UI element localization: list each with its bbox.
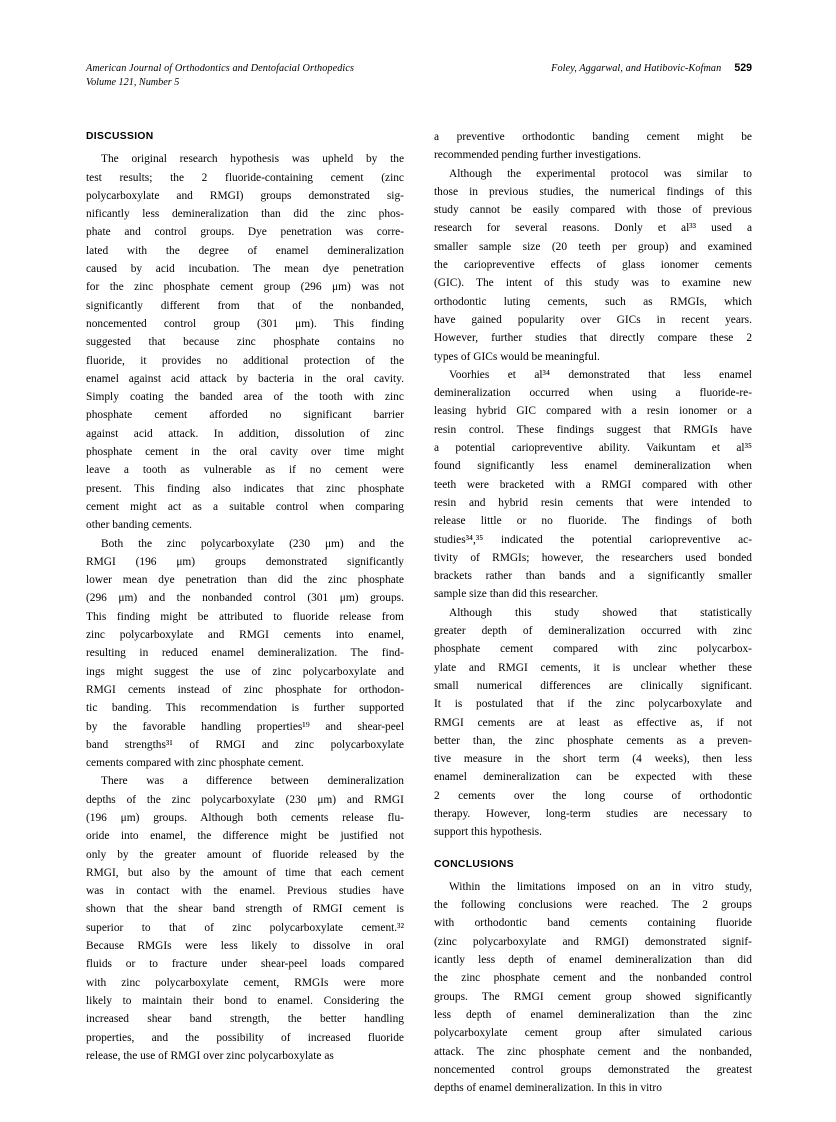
text-line: small numerical differences are clinically significant. xyxy=(434,679,753,692)
text-line: greater depth of demineralization occurred with zinc xyxy=(434,625,752,638)
text-line: shown that the shear band strength of RMGI cement is xyxy=(86,903,404,916)
text-line: oride into enamel, the difference might be justified not xyxy=(86,830,404,843)
text-line: increased shear band strength, the better handling xyxy=(86,1013,404,1026)
text-line: test results; the 2 fluoride-containing cement (zinc xyxy=(86,171,404,184)
text-line: recommended pending further investigations. xyxy=(434,149,641,162)
text-line: studies³⁴,³⁵ indicated the potential cariopreventive ac- xyxy=(434,533,752,546)
text-line: for the zinc phosphate cement group (296 μm) was not xyxy=(86,281,405,294)
text-line: (196 μm) groups. Although both cements release flu- xyxy=(86,811,404,824)
section-heading-discussion: DISCUSSION xyxy=(86,131,154,142)
page-number: 529 xyxy=(734,62,752,74)
right-column-paragraphs-after-heading xyxy=(434,878,752,1098)
text-line: (296 μm) and the nonbanded control (301 μm) groups. xyxy=(86,592,404,605)
text-line: depths of the zinc polycarboxylate (230 μm) and RMGI xyxy=(86,793,404,806)
text-line: the zinc phosphate cement and the nonbanded control xyxy=(434,972,753,985)
text-line: significantly different from that of the nonbanded, xyxy=(86,299,404,312)
text-line: nificantly less demineralization than did the zinc phos- xyxy=(86,208,404,221)
text-line: lated with the degree of enamel demineralization xyxy=(86,244,404,257)
text-line: depths of enamel demineralization. In this in vitro xyxy=(434,1082,662,1095)
text-line: the cariopreventive effects of glass ionomer cements xyxy=(434,259,752,272)
text-line: fluoride, it provides no additional protection of the xyxy=(86,354,405,367)
text-line: caused by acid incubation. The mean dye penetration xyxy=(86,263,404,276)
text-line: the following conclusions were reached. The 2 groups xyxy=(434,899,752,912)
text-line: better than, the zinc phosphate cements as a preven- xyxy=(434,734,752,747)
text-line: RMGI, but also by the amount of time that each cement xyxy=(86,866,404,879)
text-line: those in previous studies, the numerical findings of this xyxy=(434,185,752,198)
text-line: tive measure in the short term (4 weeks), then less xyxy=(434,753,753,766)
paragraph xyxy=(86,772,404,1065)
text-line: a preventive orthodontic banding cement might be xyxy=(434,131,752,143)
text-line: sample size than did this researcher. xyxy=(434,588,598,601)
text-line: enamel demineralization can be expected with these xyxy=(434,771,752,784)
paragraph xyxy=(434,128,752,165)
right-column-paragraphs-before-heading xyxy=(434,128,752,842)
journal-title: American Journal of Orthodontics and Dentofacial Orthopedics xyxy=(86,63,355,74)
text-line: groups. The RMGI cement group showed significantly xyxy=(434,990,752,1003)
right-column xyxy=(434,128,752,1097)
text-line: The original research hypothesis was upheld by the xyxy=(101,153,405,166)
text-line: It is postulated that if the zinc polycarboxylate and xyxy=(434,698,752,711)
text-line: enamel against acid attack by bacteria in the oral cavity. xyxy=(86,372,404,385)
text-line: teeth were bracketed with a RMGI compared with other xyxy=(434,478,752,491)
text-line: polycarboxylate cement group after simulated carious xyxy=(434,1027,752,1040)
text-line: Both the zinc polycarboxylate (230 μm) and the xyxy=(101,537,404,550)
text-line: Because RMGIs were less likely to dissolve in oral xyxy=(86,940,405,953)
text-line: ylate and RMGI cements, it is unclear whether these xyxy=(434,661,752,674)
text-line: (GIC). The intent of this study was to examine new xyxy=(434,277,752,290)
running-head xyxy=(86,62,752,96)
text-line: (zinc polycarboxylate and RMGI) demonstrated signif- xyxy=(434,935,752,948)
text-line: was in contact with the enamel. Previous studies have xyxy=(86,885,404,898)
text-line: study cannot be easily compared with those of previous xyxy=(434,204,752,217)
text-line: by the favorable handling properties¹⁹ and shear-peel xyxy=(86,720,405,733)
paragraph xyxy=(434,366,752,604)
text-line: phate and control groups. Dye penetration was corre- xyxy=(86,226,404,239)
text-line: only by the greater amount of fluoride released by the xyxy=(86,848,404,861)
text-line: a potential cariopreventive ability. Vaikuntam et al³⁵ xyxy=(434,442,752,455)
text-line: likely to maintain their bond to enamel. Considering the xyxy=(86,994,404,1007)
running-head-top-row xyxy=(86,62,752,74)
text-line: RMGI (196 μm) groups demonstrated significantly xyxy=(86,555,404,568)
text-line: fluids or to fracture under shear-peel loads compared xyxy=(86,958,405,971)
text-line: less depth of enamel demineralization than the zinc xyxy=(434,1008,752,1021)
text-line: resin control. These findings suggest that RMGIs have xyxy=(434,423,752,436)
text-line: found significantly less enamel demineralization when xyxy=(434,460,752,473)
text-line: lower mean dye penetration than did the zinc phosphate xyxy=(86,574,404,587)
text-line: release little or no fluoride. The findings of both xyxy=(434,515,752,528)
paragraph xyxy=(434,604,752,842)
text-line: suggested that because zinc phosphate contains no xyxy=(86,336,404,349)
left-column xyxy=(86,128,404,1065)
text-line: phosphate cement in the oral cavity over time might xyxy=(86,446,404,459)
body-columns xyxy=(86,128,753,1095)
text-line: research for several reasons. Donly et al³³ used a xyxy=(434,222,752,235)
text-line: There was a difference between demineralization xyxy=(101,775,404,788)
text-line: present. This finding also indicates that zinc phosphate xyxy=(86,482,404,495)
text-line: icantly less depth of enamel demineralization than did xyxy=(434,954,752,967)
text-line: leasing hybrid GIC compared with a resin ionomer or a xyxy=(434,405,752,418)
text-line: zinc polycarboxylate and RMGI cements into enamel, xyxy=(86,629,404,642)
author-list: Foley, Aggarwal, and Hatibovic-Kofman xyxy=(551,63,722,74)
text-line: orthodontic luting cements, such as RMGIs, which xyxy=(434,295,752,308)
paragraph xyxy=(434,165,752,366)
text-line: RMGI cements instead of zinc phosphate for orthodon- xyxy=(86,683,404,696)
text-line: resin and hybrid resin cements that were intended to xyxy=(434,496,752,509)
text-line: types of GICs would be meaningful. xyxy=(434,350,600,363)
text-line: other banding cements. xyxy=(86,519,192,532)
text-line: with zinc polycarboxylate cement, RMGIs were more xyxy=(86,976,404,989)
text-line: noncemented control groups demonstrated the greatest xyxy=(434,1063,753,1076)
text-line: Simply coating the banded area of the tooth with zinc xyxy=(86,391,404,404)
text-line: band strengths³¹ of RMGI and zinc polycarboxylate xyxy=(86,738,404,751)
text-line: However, further studies that directly compare these 2 xyxy=(434,332,753,345)
text-line: attack. The zinc phosphate cement and the nonbanded, xyxy=(434,1045,752,1058)
text-line: tivity of RMGIs; however, the researchers used bonded xyxy=(434,551,752,564)
text-line: 2 cements over the long course of orthodontic xyxy=(434,789,752,802)
text-line: therapy. However, long-term studies are necessary to xyxy=(434,807,752,820)
text-line: This finding might be attributed to fluoride release from xyxy=(86,610,404,623)
text-line: noncemented control group (301 μm). This finding xyxy=(86,317,404,330)
text-line: resulting in reduced enamel demineralization. The find- xyxy=(86,647,404,660)
text-line: Although the experimental protocol was similar to xyxy=(449,167,753,180)
text-line: superior to that of zinc polycarboxylate cement.³² xyxy=(86,921,404,934)
text-line: properties, and the possibility of increased fluoride xyxy=(86,1031,404,1044)
text-line: support this hypothesis. xyxy=(434,826,542,839)
running-head-right xyxy=(551,62,752,74)
paragraph xyxy=(86,535,404,773)
text-line: cements compared with zinc phosphate cement. xyxy=(86,757,304,770)
left-column-paragraphs xyxy=(86,150,404,1065)
text-line: phosphate cement afforded no significant barrier xyxy=(86,409,404,422)
text-line: polycarboxylate and RMGI) groups demonstrated sig- xyxy=(86,189,404,202)
paragraph xyxy=(86,150,404,534)
section-heading-conclusions: CONCLUSIONS xyxy=(434,858,514,870)
text-line: phosphate cement compared with zinc polycarbox- xyxy=(434,643,752,656)
text-line: ings might suggest the use of zinc polycarboxylate and xyxy=(86,665,404,678)
text-line: with orthodontic band cements containing fluoride xyxy=(434,917,752,930)
text-line: against acid attack. In addition, dissolution of zinc xyxy=(86,427,404,440)
volume-issue: Volume 121, Number 5 xyxy=(86,76,180,88)
text-line: Within the limitations imposed on an in vitro study, xyxy=(449,880,752,893)
text-line: Although this study showed that statistically xyxy=(449,606,752,619)
text-line: have gained popularity over GICs in recent years. xyxy=(434,313,752,326)
text-line: brackets rather than bands and a significantly smaller xyxy=(434,570,752,583)
text-line: release, the use of RMGI over zinc polycarboxylate as xyxy=(86,1049,334,1062)
text-line: Voorhies et al³⁴ demonstrated that less enamel xyxy=(449,368,752,381)
text-line: tic banding. This recommendation is further supported xyxy=(86,702,404,715)
text-line: RMGI cements are at least as effective as, if not xyxy=(434,716,752,729)
paragraph xyxy=(434,878,752,1098)
text-line: smaller sample size (20 teeth per group) and examined xyxy=(434,240,752,253)
text-line: cement might act as a suitable control when comparing xyxy=(86,500,404,513)
text-line: demineralization occurred when using a fluoride-re- xyxy=(434,387,753,400)
text-line: leave a tooth as vulnerable as if no cement were xyxy=(86,464,404,477)
